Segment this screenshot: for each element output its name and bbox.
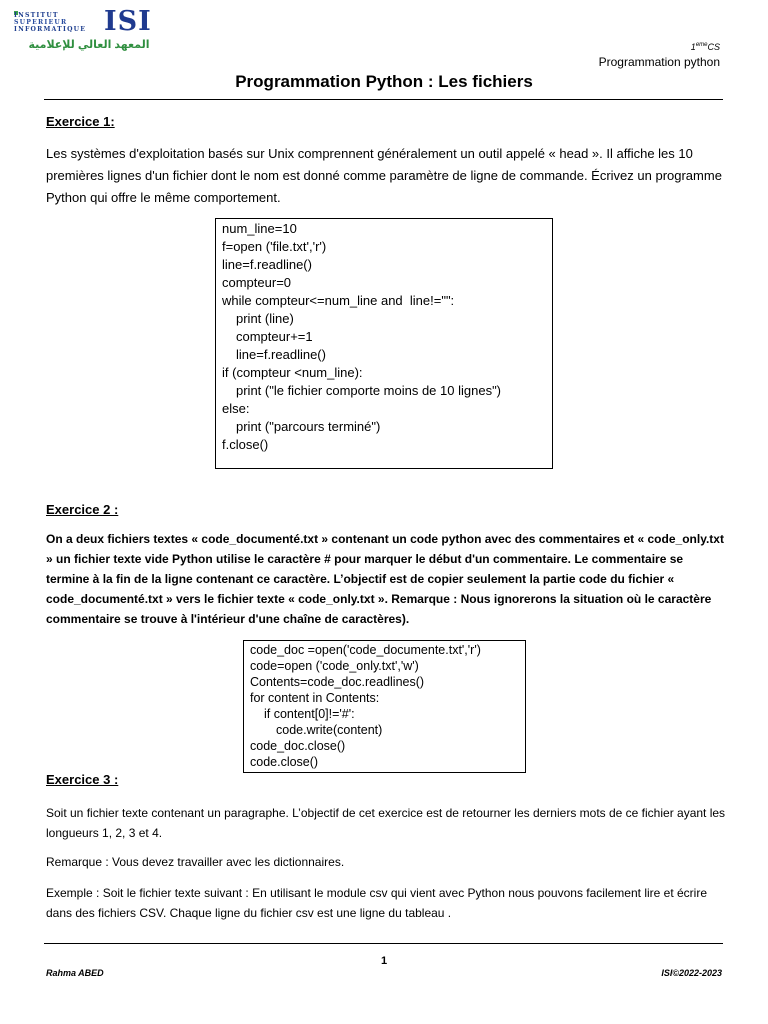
code-line: code_doc =open('code_documente.txt','r') xyxy=(250,643,481,657)
code-line: code.close() xyxy=(250,755,319,769)
exercise-1-heading: Exercice 1: xyxy=(46,114,115,129)
page-number: 1 xyxy=(380,955,388,967)
exercise-2-text: On a deux fichiers textes « code_documenté.txt » contenant un code python avec des commentaires et « code_only.txt » un fichier texte vide Python utilise le caractère # pour marquer le début d'un commentaire. Le commentaire se termine à la fin de la ligne contenant ce caractère. L’objectif est de copier seulement la partie code du fichier « code_documenté.txt » vers le fichier texte « code_only.txt ». Remarque : Nous ignorerons la situation où le caractère commentaire se trouve à l'intérieur d'une chaîne de caractères). xyxy=(46,532,724,626)
page-title: Programmation Python : Les fichiers xyxy=(235,72,533,91)
code-line: compteur=0 xyxy=(222,275,292,290)
exercise-3-example-text: Exemple : Soit le fichier texte suivant : En utilisant le module csv qui vient avec Python nous pouvons facilement lire et écrire dans des fichiers CSV. Chaque ligne du fichier csv est une ligne du tableau . xyxy=(46,886,707,920)
logo-arabic-name: المعهد العالي للإعلامية xyxy=(28,39,150,51)
code-line: code=open ('code_only.txt','w') xyxy=(250,659,419,673)
code-line: print ("le fichier comporte moins de 10 lignes") xyxy=(236,383,502,398)
code-line: print ("parcours terminé") xyxy=(236,419,381,434)
level-suffix: CS xyxy=(707,42,720,52)
logo-line-3: INFORMATIQUE xyxy=(14,26,87,33)
exercise-3-text xyxy=(46,803,726,843)
author: Rahma ABED xyxy=(46,968,104,978)
code-line: num_line=10 xyxy=(222,221,297,236)
code-line: code.write(content) xyxy=(276,723,383,737)
title-divider xyxy=(44,99,723,100)
code-line: if content[0]!='#': xyxy=(264,707,355,721)
code-line: if (compteur <num_line): xyxy=(222,365,363,380)
code-line: compteur+=1 xyxy=(236,329,313,344)
code-line: while compteur<=num_line and line!="": xyxy=(222,293,455,308)
exercise-3-remark-text: Remarque : Vous devez travailler avec les dictionnaires. xyxy=(46,855,345,869)
exercise-1-code-box xyxy=(215,218,553,469)
exercise-3-heading: Exercice 3 : xyxy=(46,772,119,787)
copyright: ISI©2022-2023 xyxy=(661,968,722,978)
exercise-3-text-body: Soit un fichier texte contenant un paragraphe. L’objectif de cet exercice est de retourner les derniers mots de ce fichier ayant les longueurs 1, 2, 3 et 4. xyxy=(46,806,726,840)
code-line: f=open ('file.txt','r') xyxy=(222,239,327,254)
logo-line-1: INSTITUT xyxy=(14,12,59,19)
code-line: line=f.readline() xyxy=(222,257,312,272)
exercise-1-text: Les systèmes d'exploitation basés sur Unix comprennent généralement un outil appelé « head ». Il affiche les 10 premières lignes d'un fichier dont le nom est donné comme paramètre de ligne de commande. Écrivez un programme Python qui offre le même comportement. xyxy=(46,146,722,205)
logo-acronym: ISI xyxy=(104,6,152,37)
course-name: Programmation python xyxy=(598,55,720,69)
exercise-3-remark xyxy=(46,852,726,872)
logo-text-lines xyxy=(14,12,100,33)
exercise-2-code-box xyxy=(243,640,526,773)
level-label xyxy=(691,42,720,52)
code-line: for content in Contents: xyxy=(250,691,380,705)
exercise-3-example xyxy=(46,883,726,923)
isi-logo xyxy=(14,6,166,54)
level-sup: eme xyxy=(695,42,708,48)
logo-line-2: SUPERIEUR xyxy=(14,19,68,26)
code-line: f.close() xyxy=(222,437,269,452)
code-line: else: xyxy=(222,401,250,416)
code-line: Contents=code_doc.readlines() xyxy=(250,675,425,689)
code-line: print (line) xyxy=(236,311,294,326)
code-line: code_doc.close() xyxy=(250,739,346,753)
footer-divider xyxy=(44,943,723,944)
code-line: line=f.readline() xyxy=(236,347,326,362)
level-number: 1 xyxy=(690,42,696,52)
exercise-2-heading: Exercice 2 : xyxy=(46,502,119,517)
